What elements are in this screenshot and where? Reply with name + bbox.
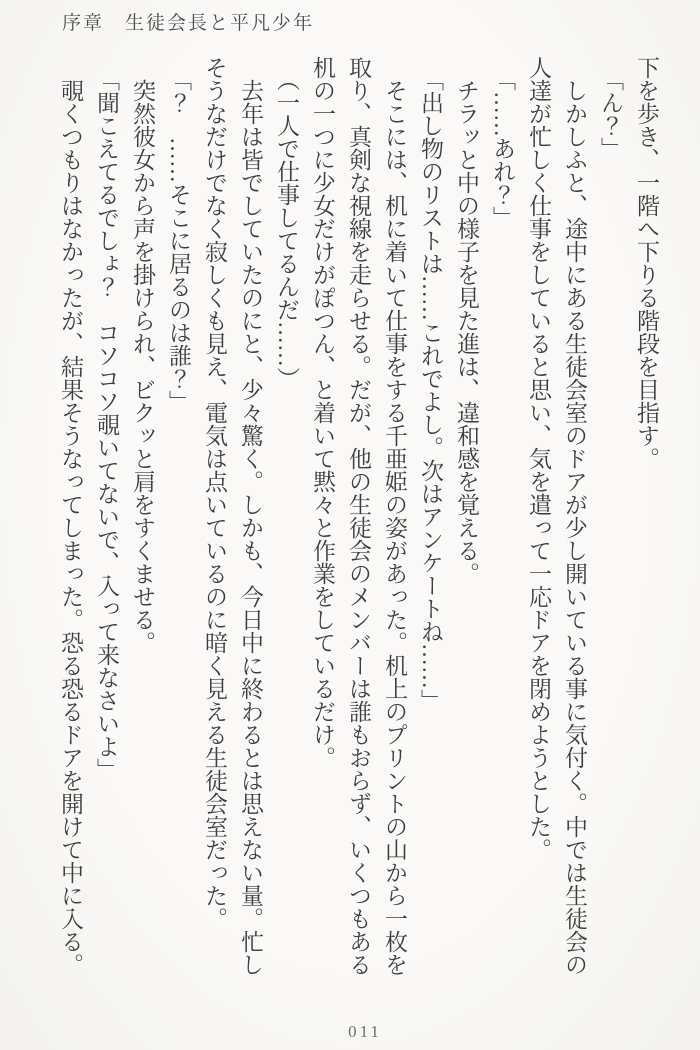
chapter-header: 序章 生徒会長と平凡少年 <box>62 13 315 34</box>
paragraph: 「？ ……そこに居るのは誰？」 <box>166 67 191 413</box>
paragraph: 「……あれ？」 <box>490 67 515 229</box>
paragraph: 「出し物のリストは……これでよし。次はアンケートね……」 <box>418 67 443 712</box>
paragraph: 覗くつもりはなかったが、結果そうなってしまった。恐る恐るドアを開けて中に入る。 <box>58 56 83 976</box>
paragraph: 突然彼女から声を掛けられ、ビクッと肩をすくませる。 <box>130 56 155 654</box>
paragraph: 下を歩き、一階へ下りる階段を目指す。 <box>634 56 659 470</box>
paragraph: 去年は皆でしていたのにと、少々驚く。しかも、今日中に終わるとは思えない量。忙しそうなだけでなく寂しくも見え、電気は点いているのに暗く見える生徒会室だった。 <box>202 56 263 976</box>
paragraph: チラッと中の様子を見た進は、違和感を覚える。 <box>454 56 479 585</box>
paragraph: （一人で仕事してるんだ……） <box>274 67 299 390</box>
paragraph: 「聞こえてるでしょ？ コソコソ覗いてないで、入って来なさいよ」 <box>94 67 119 781</box>
body-text <box>52 56 664 988</box>
paragraph: しかしふと、途中にある生徒会室のドアが少し開いている事に気付く。中では生徒会の人達が忙しく仕事をしていると思い、気を遣って一応ドアを閉めようとした。 <box>526 56 587 976</box>
paragraph: そこには、机に着いて仕事をする千亜姫の姿があった。机上のプリントの山から一枚を取り、真剣な視線を走らせる。だが、他の生徒会のメンバーは誰もおらず、いくつもある机の一つに少女だけがぽつん、と着いて黙々と作業をしているだけ。 <box>310 56 407 976</box>
paragraph: 「ん？」 <box>598 67 623 160</box>
page-number: 011 <box>348 1022 382 1041</box>
